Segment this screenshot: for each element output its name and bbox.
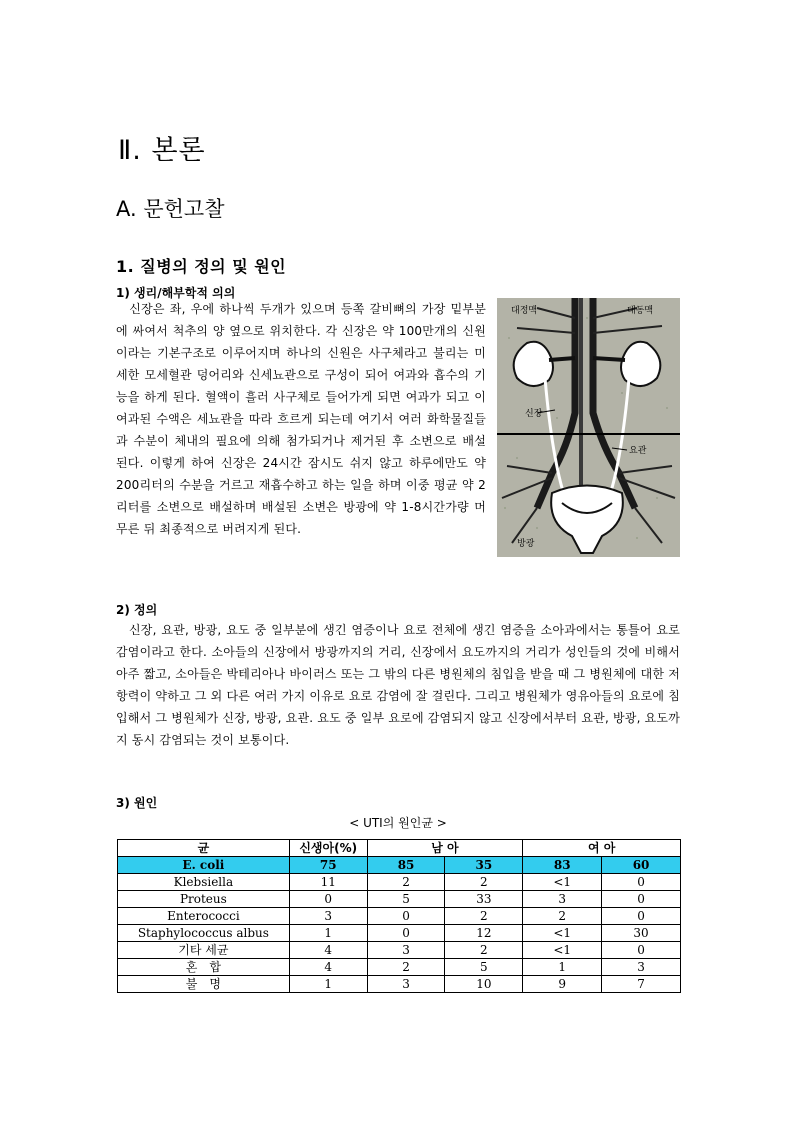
definition-text: 신장, 요관, 방광, 요도 중 일부분에 생긴 염증이나 요로 전체에 생긴 염증을 소아과에서는 통틀어 요로 감염이라고 한다. 소아들의 신장에서 방광까지의 거리, 신장에서 요도까지의 거리가 성인들의 것에 비해서 아주 짧고, 소아들은 박테리아나 바이러스 또는 그 밖의 다른 병원체의 침입을 받을 때 그 병원체에 대한 저항력이 약하고 그 외 다른 여러 가지 이유로 요로 감염에 잘 걸린다. 그리고 병원체가 영유아들의 요로에 침입해서 그 병원체가 신장, 방광, 요관. 요도 중 일부 요로에 감염되지 않고 신장에서부터 요관, 방광, 요도까지 동시 감염되는 것이 보통이다. [116,623,680,747]
value-cell: 60 [602,857,681,874]
table-row [118,942,681,959]
figure-label-vena-cava: 대정맥 [511,306,538,316]
value-cell: 9 [523,976,602,993]
value-cell: 2 [445,942,523,959]
value-cell: 10 [445,976,523,993]
pathogen-name-cell: Klebsiella [118,874,290,891]
subsection-heading: 1. 질병의 정의 및 원인 [116,257,287,276]
figure-label-ureter: 요관 [629,446,647,456]
value-cell: 30 [602,925,681,942]
value-cell: 35 [445,857,523,874]
value-cell: 3 [523,891,602,908]
value-cell: 0 [367,908,445,925]
table-caption: < UTI의 원인균 > [349,816,447,830]
value-cell: 2 [445,874,523,891]
table-row [118,857,681,874]
table-row [118,891,681,908]
definition-subtitle: 2) 정의 [116,603,158,617]
table-row [118,874,681,891]
physiology-subtitle: 1) 생리/해부학적 의의 [116,286,236,300]
section-heading: A. 문헌고찰 [116,197,225,221]
value-cell: 83 [523,857,602,874]
value-cell: <1 [523,925,602,942]
value-cell: 3 [367,976,445,993]
pathogen-name-cell: Proteus [118,891,290,908]
header-boys: 남 아 [367,840,523,857]
figure-label-bladder: 방광 [517,539,535,549]
pathogen-name-cell: Staphylococcus albus [118,925,290,942]
pathogen-name-cell: 기타 세균 [118,942,290,959]
value-cell: 1 [289,925,367,942]
value-cell: 0 [602,891,681,908]
physiology-text: 신장은 좌, 우에 하나씩 두개가 있으며 등쪽 갈비뼈의 가장 밑부분에 싸여서 척추의 양 옆으로 위치한다. 각 신장은 약 100만개의 신원이라는 기본구조로 이루어지며 하나의 신원은 사구체라고 불리는 미세한 모세혈관 덩어리와 신세뇨관으로 구성이 되어 여과와 흡수의 기능을 하게 된다. 혈액이 흘러 사구체로 들어가게 되면 여과가 되고 이 여과된 수액은 세뇨관을 따라 흐르게 되는데 여기서 여러 화학물질들과 수분이 체내의 필요에 의해 첨가되거나 제거된 후 소변으로 배설 된다. 이렇게 하여 신장은 24시간 잠시도 쉬지 않고 하루에만도 약 200리터의 수분을 거르고 재흡수하고 하는 일을 하며 이중 평균 약 2리터를 소변으로 배설하며 배설된 소변은 방광에 약 1-8시간가량 머무른 뒤 최종적으로 버려지게 된다. [116,302,486,536]
value-cell: 1 [523,959,602,976]
table-body [118,857,681,993]
value-cell: <1 [523,942,602,959]
value-cell: 0 [289,891,367,908]
table-row [118,959,681,976]
value-cell: 4 [289,942,367,959]
cause-subtitle: 3) 원인 [116,796,158,810]
value-cell: 0 [602,908,681,925]
value-cell: 0 [602,874,681,891]
value-cell: 7 [602,976,681,993]
value-cell: 85 [367,857,445,874]
pathogen-name-cell: 불 명 [118,976,290,993]
value-cell: 3 [289,908,367,925]
value-cell: 33 [445,891,523,908]
value-cell: 0 [602,942,681,959]
chapter-heading: Ⅱ. 본론 [118,135,206,166]
value-cell: 3 [602,959,681,976]
table-row [118,976,681,993]
table-row [118,925,681,942]
pathogen-name-cell: 혼 합 [118,959,290,976]
definition-paragraph [116,619,680,751]
header-girls: 여 아 [523,840,681,857]
value-cell: 12 [445,925,523,942]
value-cell: 2 [523,908,602,925]
urinary-system-illustration [497,298,680,557]
value-cell: 0 [367,925,445,942]
pathogen-name-cell: E. coli [118,857,290,874]
value-cell: 1 [289,976,367,993]
physiology-paragraph [116,298,486,540]
value-cell: <1 [523,874,602,891]
value-cell: 5 [445,959,523,976]
value-cell: 4 [289,959,367,976]
table-header-row [118,840,681,857]
table-row [118,908,681,925]
value-cell: 5 [367,891,445,908]
header-newborn: 신생아(%) [289,840,367,857]
urinary-system-figure [497,298,680,557]
figure-label-aorta: 대동맥 [627,306,654,316]
value-cell: 11 [289,874,367,891]
pathogen-name-cell: Enterococci [118,908,290,925]
header-pathogen: 균 [118,840,290,857]
value-cell: 2 [367,874,445,891]
uti-pathogen-table [117,839,681,993]
value-cell: 75 [289,857,367,874]
value-cell: 2 [445,908,523,925]
figure-label-kidney: 신장 [525,409,543,419]
value-cell: 3 [367,942,445,959]
value-cell: 2 [367,959,445,976]
